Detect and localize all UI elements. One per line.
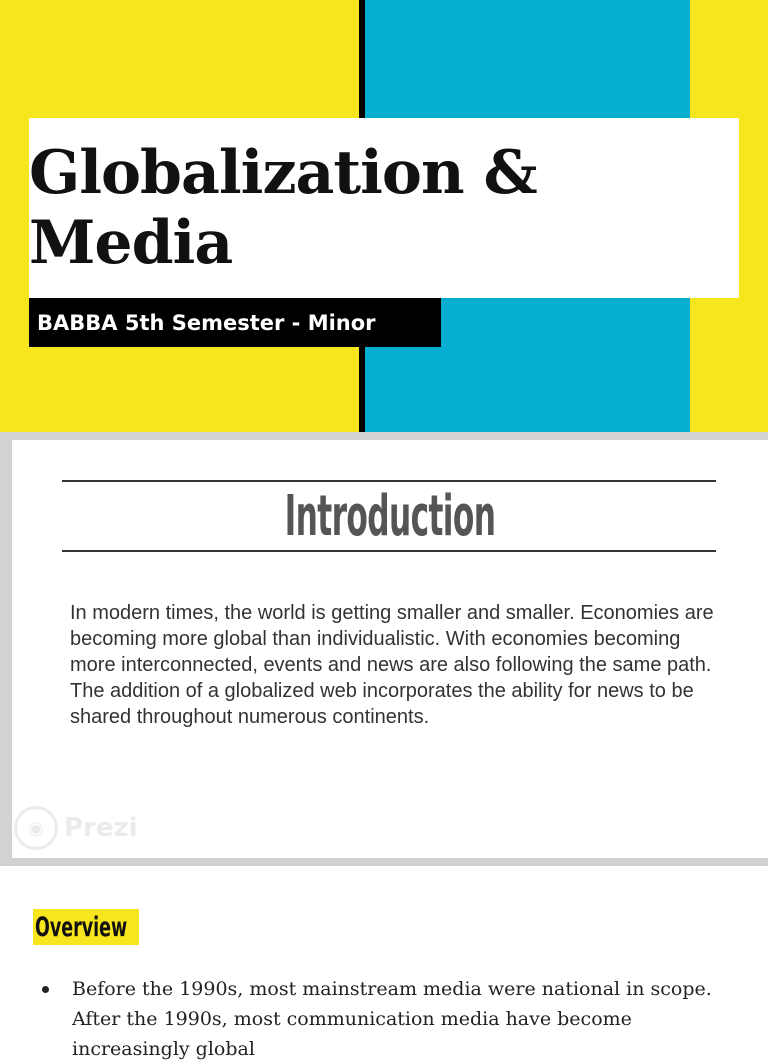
overview-section xyxy=(0,866,768,1060)
introduction-heading: Introduction xyxy=(284,484,496,549)
introduction-slide-content xyxy=(12,440,768,858)
list-item xyxy=(40,974,740,1064)
heading-top-rule xyxy=(62,480,716,482)
prezi-watermark-text: Prezi xyxy=(64,813,138,843)
slide-title: Globalization & Media xyxy=(29,138,537,278)
bullet-dot-icon xyxy=(42,986,49,993)
introduction-body-text: In modern times, the world is getting smaller and smaller. Economies are becoming more global than individualistic. With economies becoming more interconnected, events and news are also following the same path. The addition of a globalized web incorporates the ability for news to be shared throughout numerous continents. xyxy=(70,602,714,728)
slide-subtitle: BABBA 5th Semester - Minor xyxy=(37,310,376,335)
overview-heading-highlight xyxy=(33,909,139,945)
title-slide xyxy=(0,0,768,432)
prezi-watermark xyxy=(14,806,138,850)
overview-bullet-list xyxy=(40,974,740,1064)
slide-separator xyxy=(0,432,768,440)
slide-separator xyxy=(0,858,768,866)
subtitle-bar xyxy=(29,298,441,347)
title-box xyxy=(29,118,739,298)
introduction-slide xyxy=(0,440,768,858)
list-item-text: Before the 1990s, most mainstream media were national in scope. After the 1990s, most communication media have become increasingly global xyxy=(72,978,712,1060)
overview-heading: Overview xyxy=(35,911,128,943)
prezi-logo-icon: ◉ xyxy=(14,806,58,850)
heading-bottom-rule xyxy=(62,550,716,552)
